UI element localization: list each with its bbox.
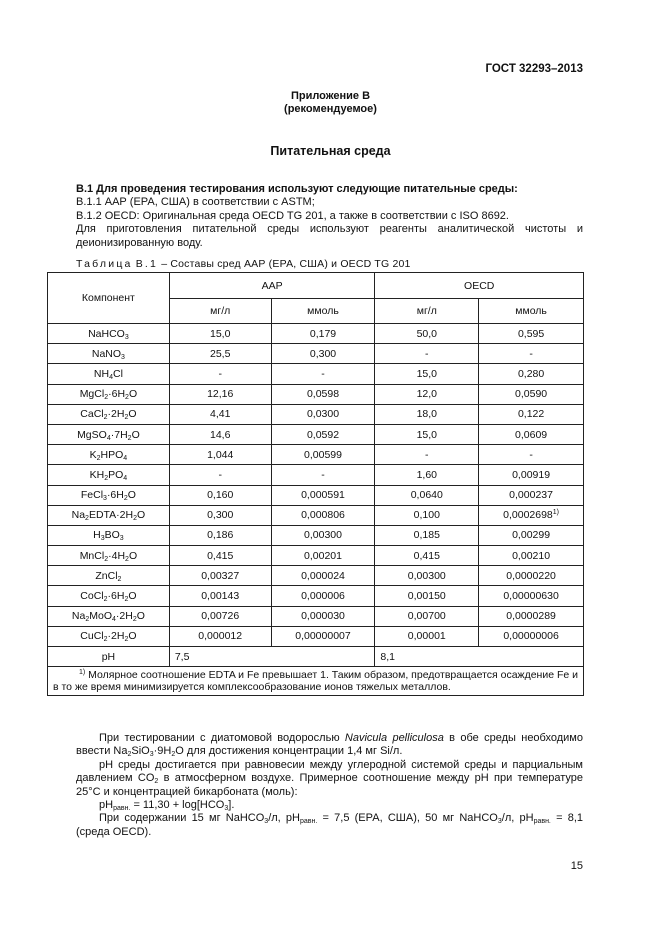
component-cell: $MnCl_2\cdot 4H_2O$: [48, 546, 170, 566]
aap-mg-cell: -: [169, 465, 271, 485]
aap-mmol-cell: 0,000024: [271, 566, 375, 586]
header-oecd-mg: мг/л: [375, 299, 479, 324]
table-row-ph: [48, 647, 584, 667]
aap-mg-cell: 0,300: [169, 505, 271, 525]
ph-oecd: 8,1: [375, 647, 584, 667]
aap-mg-cell: 25,5: [169, 344, 271, 364]
header-row-1: [48, 273, 584, 299]
table-row: [48, 606, 584, 626]
oecd-mmol-cell: 0,595: [479, 324, 584, 344]
table-row: [48, 626, 584, 646]
aap-mmol-cell: 0,00300: [271, 525, 375, 545]
table-row: [48, 566, 584, 586]
ph-formula: $pH_{равн.} = 11,30 + \log[HCO_3]$.: [99, 799, 235, 813]
footnote-mark: 1): [79, 668, 86, 676]
silicate-paragraph: [76, 732, 583, 759]
component-cell: $Na_2MoO_4\cdot 2H_2O$: [48, 606, 170, 626]
bicarbonate-paragraph: При содержании 15 мг NaHCO$_3$/л, $pH_{равн.} = 7,5$ (ЕРА, США), 50 мг NaHCO$_3$/л, $pH_{равн.} = 8,1$ (среда OECD).: [76, 812, 584, 838]
aap-mg-cell: 0,160: [169, 485, 271, 505]
section-title: Питательная среда: [270, 144, 391, 158]
footnote-text: Молярное соотношение EDTA и Fe превышает 1. Таким образом, предотвращается осаждение Fe и в то же время минимизируется комплексообразование ионов тяжелых металлов.: [53, 668, 578, 694]
aap-mg-cell: 0,415: [169, 546, 271, 566]
silicate-text-b: в обе среды необходимо ввести $Na_2SiO_3\cdot 9H_2O$ для достижения концентрации 1,4 мг Si/л.: [76, 732, 583, 759]
aap-mg-cell: 0,00726: [169, 606, 271, 626]
oecd-mg-cell: 0,00150: [375, 586, 479, 606]
table-row: [48, 364, 584, 384]
component-cell: $FeCl_3\cdot 6H_2O$: [48, 485, 170, 505]
oecd-mg-cell: 1,60: [375, 465, 479, 485]
aap-mmol-cell: -: [271, 364, 375, 384]
table-row: [48, 465, 584, 485]
aap-mmol-cell: 0,000006: [271, 586, 375, 606]
oecd-mg-cell: 0,100: [375, 505, 479, 525]
table-row: [48, 424, 584, 444]
header-oecd: OECD: [375, 273, 584, 299]
table-body: [48, 324, 584, 696]
oecd-mmol-cell: 0,0000220: [479, 566, 584, 586]
oecd-mg-cell: 0,00700: [375, 606, 479, 626]
appendix-heading: [0, 90, 661, 116]
component-cell: $CaCl_2\cdot 2H_2O$: [48, 404, 170, 424]
component-cell: $CoCl_2\cdot 6H_2O$: [48, 586, 170, 606]
oecd-mg-cell: 18,0: [375, 404, 479, 424]
aap-mmol-cell: 0,0300: [271, 404, 375, 424]
aap-mg-cell: 12,16: [169, 384, 271, 404]
ph-label: pH: [48, 647, 170, 667]
oecd-mmol-cell: -: [479, 344, 584, 364]
component-cell: NaNO$_3$: [48, 344, 170, 364]
oecd-mg-cell: 50,0: [375, 324, 479, 344]
oecd-mmol-cell: 0,0000289: [479, 606, 584, 626]
caption-number: В.1: [135, 258, 159, 270]
header-component: Компонент: [48, 273, 170, 324]
oecd-mmol-cell: -: [479, 445, 584, 465]
table-row: [48, 324, 584, 344]
aap-mmol-cell: 0,00599: [271, 445, 375, 465]
after-table-text: [76, 732, 583, 839]
table-row: [48, 546, 584, 566]
aap-mmol-cell: 0,00000007: [271, 626, 375, 646]
aap-mg-cell: 4,41: [169, 404, 271, 424]
aap-mmol-cell: 0,300: [271, 344, 375, 364]
table-row: [48, 344, 584, 364]
table-row: [48, 525, 584, 545]
oecd-mmol-cell: 0,000237: [479, 485, 584, 505]
aap-mg-cell: 14,6: [169, 424, 271, 444]
oecd-mmol-cell: 0,280: [479, 364, 584, 384]
oecd-mg-cell: 15,0: [375, 424, 479, 444]
component-cell: $Na_2EDTA\cdot 2H_2O$: [48, 505, 170, 525]
oecd-mmol-cell: 0,0002698$^{1)}$: [479, 505, 584, 525]
component-cell: $KH_2PO_4$: [48, 465, 170, 485]
aap-mmol-cell: 0,0598: [271, 384, 375, 404]
media-composition-table: [47, 272, 584, 696]
header-aap-mg: мг/л: [169, 299, 271, 324]
oecd-mg-cell: -: [375, 344, 479, 364]
component-cell: $NH_4Cl$: [48, 364, 170, 384]
component-cell: $MgSO_4\cdot 7H_2O$: [48, 424, 170, 444]
oecd-mg-cell: 0,185: [375, 525, 479, 545]
oecd-mg-cell: 12,0: [375, 384, 479, 404]
species-name: Navicula pelliculosa: [344, 732, 444, 744]
intro-block: [76, 183, 583, 250]
oecd-mmol-cell: 0,00000630: [479, 586, 584, 606]
header-aap: ААР: [169, 273, 375, 299]
oecd-mmol-cell: 0,00919: [479, 465, 584, 485]
component-cell: $K_2HPO_4$: [48, 445, 170, 465]
standard-number: ГОСТ 32293–2013: [485, 63, 583, 75]
aap-mg-cell: -: [169, 364, 271, 384]
ph-paragraph: pH среды достигается при равновесии между углеродной системой среды и парциальным давлением $CO_2$ в атмосферном воздухе. Примерное соотношение между pH при температуре 25°С и концентрацией бикарбоната (моль):: [76, 758, 583, 798]
page-number: 15: [570, 860, 583, 872]
table-row: [48, 404, 584, 424]
oecd-mmol-cell: 0,0609: [479, 424, 584, 444]
component-cell: ZnCl$_2$: [48, 566, 170, 586]
oecd-mg-cell: 15,0: [375, 364, 479, 384]
aap-mmol-cell: -: [271, 465, 375, 485]
oecd-mmol-cell: 0,00210: [479, 546, 584, 566]
table-row: [48, 384, 584, 404]
table-row: [48, 505, 584, 525]
aap-mg-cell: 0,186: [169, 525, 271, 545]
appendix-subtitle: (рекомендуемое): [284, 103, 377, 115]
caption-text: – Составы сред ААР (ЕРА, США) и OECD TG 201: [161, 258, 411, 270]
aap-mmol-cell: 0,00201: [271, 546, 375, 566]
oecd-mg-cell: -: [375, 445, 479, 465]
oecd-mg-cell: 0,00300: [375, 566, 479, 586]
aap-mg-cell: 15,0: [169, 324, 271, 344]
clause-b1-1: В.1.1 ААР (ЕРА, США) в соответствии с ASTM;: [76, 196, 315, 209]
aap-mg-cell: 0,00327: [169, 566, 271, 586]
table-row: [48, 445, 584, 465]
appendix-title: Приложение В: [290, 90, 371, 102]
oecd-mmol-cell: 0,0590: [479, 384, 584, 404]
header-oecd-mmol: ммоль: [479, 299, 584, 324]
aap-mmol-cell: 0,0592: [271, 424, 375, 444]
caption-label: Таблица: [76, 258, 133, 270]
table-caption: [76, 258, 411, 270]
table-row: [48, 586, 584, 606]
aap-mmol-cell: 0,000591: [271, 485, 375, 505]
table-footnote-row: [48, 667, 584, 696]
aap-mg-cell: 1,044: [169, 445, 271, 465]
table-row: [48, 485, 584, 505]
oecd-mmol-cell: 0,00299: [479, 525, 584, 545]
oecd-mg-cell: 0,0640: [375, 485, 479, 505]
table-footnote: [48, 667, 584, 696]
component-cell: $CuCl_2\cdot 2H_2O$: [48, 626, 170, 646]
ph-aap: 7,5: [169, 647, 375, 667]
component-cell: $H_3BO_3$: [48, 525, 170, 545]
clause-b1: В.1 Для проведения тестирования используют следующие питательные среды:: [76, 183, 518, 195]
reagent-note: Для приготовления питательной среды используют реагенты аналитической чистоты и деионизированную воду.: [76, 223, 583, 249]
aap-mg-cell: 0,00143: [169, 586, 271, 606]
oecd-mmol-cell: 0,122: [479, 404, 584, 424]
oecd-mg-cell: 0,00001: [375, 626, 479, 646]
oecd-mg-cell: 0,415: [375, 546, 479, 566]
aap-mmol-cell: 0,000030: [271, 606, 375, 626]
header-aap-mmol: ммоль: [271, 299, 375, 324]
component-cell: NaHCO$_3$: [48, 324, 170, 344]
oecd-mmol-cell: 0,00000006: [479, 626, 584, 646]
component-cell: $MgCl_2\cdot 6H_2O$: [48, 384, 170, 404]
aap-mmol-cell: 0,000806: [271, 505, 375, 525]
silicate-text-a: При тестировании с диатомовой водорослью: [99, 732, 345, 744]
aap-mg-cell: 0,000012: [169, 626, 271, 646]
clause-b1-2: В.1.2 OECD: Оригинальная среда OECD TG 201, а также в соответствии с ISO 8692.: [76, 209, 509, 222]
aap-mmol-cell: 0,179: [271, 324, 375, 344]
